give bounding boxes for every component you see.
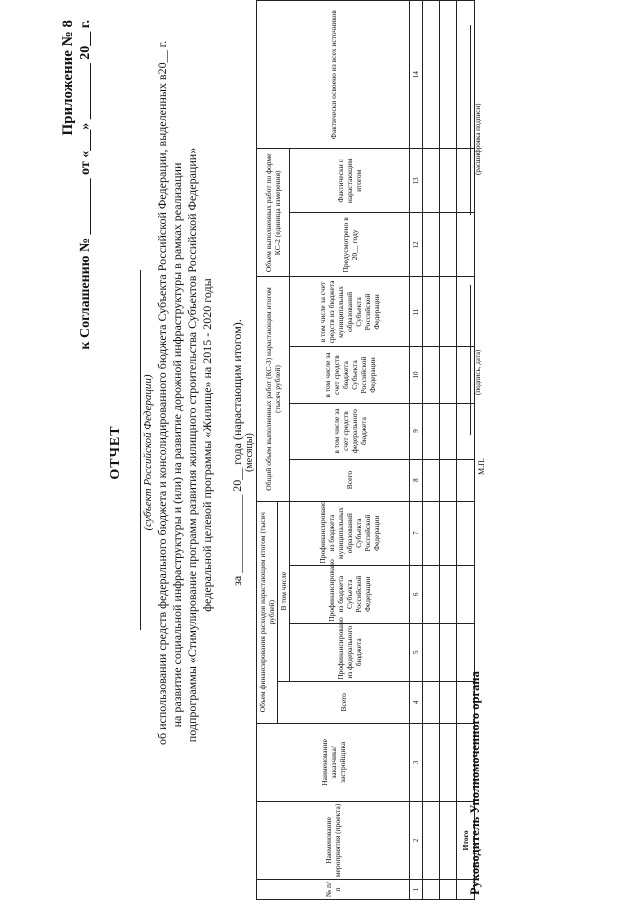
table-cell [457,501,475,565]
table-cell [423,213,440,277]
table-cell [457,149,475,213]
table-cell [423,403,440,459]
table-cell [423,565,440,623]
header-financing-regional: Профинансировано из бюджета Субъекта Российской Федерации [290,565,410,623]
table-cell [423,879,440,899]
table-cell [423,347,440,403]
decode-line [470,25,471,215]
table-cell [423,723,440,801]
table-cell [440,623,457,681]
table-cell [457,565,475,623]
header-ks2-group: Объем выполненных работ по форме КС-2 (единица измерения) [257,149,290,277]
decode-caption: (расшифровка подписи) [474,103,482,175]
column-number: 4 [410,681,423,723]
table-cell [423,1,440,149]
header-ks2-planned: Предусмотрено в 20__ году [290,213,410,277]
header-financing-group: Объем финансирования расходов нарастающим итогом (тысяч рублей) [257,501,278,723]
description-line: подпрограммы «Стимулирование программ развития жилищного строительства Субъектов Российской Федерации» [185,147,199,743]
header-financing-total: Всего [278,681,410,723]
table-cell [457,459,475,501]
table-cell [440,801,457,879]
header-works-regional: в том числе за счет средств бюджета Субъекта Российской Федерации [290,347,410,403]
header-mastered: Фактически освоено из всех источников [257,1,410,149]
subject-label: (субъект Российской Федерации) [142,374,154,531]
description-line: об использовании средств федерального бюджета и консолидированного бюджета Субъекта Российской Федерации, выделенных в20__ г. [155,40,169,745]
header-works-municipal: в том числе за счет средств из бюджета муниципальных образований Субъекта Российской Федерации [290,277,410,347]
column-numbers-row [410,1,423,900]
header-row [257,1,278,900]
description-line: федеральной целевой программы «Жилище» на 2015 - 2020 годы [200,278,214,612]
table-cell [440,681,457,723]
header-financing-federal: Профинансировано из федерального бюджета [290,623,410,681]
table-cell [440,403,457,459]
table-cell [457,277,475,347]
table-cell [423,681,440,723]
column-number: 8 [410,459,423,501]
table-cell [440,501,457,565]
column-number: 5 [410,623,423,681]
table-cell [440,277,457,347]
column-number: 13 [410,149,423,213]
header-works-total: Всего [290,459,410,501]
column-number: 9 [410,403,423,459]
column-number: 3 [410,723,423,801]
column-number: 14 [410,1,423,149]
table-cell [440,879,457,899]
header-event: Наименование мероприятия (проекта) [257,801,410,879]
table-cell [457,403,475,459]
table-cell [457,347,475,403]
signature-line [470,285,471,435]
total-label: Итого [457,801,475,879]
header-ks2-actual: Фактически с нарастающим итогом [290,149,410,213]
period-label: (месяцы) [244,433,255,472]
header-financing-incl: В том числе [278,501,290,681]
report-description [155,40,215,745]
document-title: ОТЧЕТ [108,425,123,480]
table-row [423,1,440,900]
column-number: 12 [410,213,423,277]
table-cell [423,459,440,501]
table-cell [440,459,457,501]
column-number: 6 [410,565,423,623]
table-cell [457,1,475,149]
column-number: 1 [410,879,423,899]
agreement-reference: к Соглашению № ________ от «___» ________ 20__ г. [78,20,93,350]
table-row [440,1,457,900]
column-number: 10 [410,347,423,403]
seal-placeholder: М.П. [477,458,486,475]
header-number: № п/п [257,879,410,899]
table-cell [440,347,457,403]
table-cell [440,565,457,623]
table-cell [457,213,475,277]
header-financing-municipal: Профинансировано из бюджета муниципальных образований Субъекта Российской Федерации [290,501,410,565]
table-cell [440,213,457,277]
header-works-federal: в том числе за счет средств федерального бюджета [290,403,410,459]
subject-fill-line [140,270,141,630]
table-cell [423,501,440,565]
table-cell [423,801,440,879]
header-works-group: Общий объем выполненных работ (КС-3) нарастающим итогом (тысяч рублей) [257,277,290,501]
column-number: 7 [410,501,423,565]
table-cell [423,623,440,681]
header-customer: Наименование заказчика/ застройщика [257,723,410,801]
table-cell [440,149,457,213]
table-cell [440,1,457,149]
signature-caption: (подпись, дата) [474,349,482,395]
table-cell [423,149,440,213]
report-table [256,0,475,900]
annex-label: Приложение № 8 [60,20,76,136]
table-cell [423,277,440,347]
head-signature-label: Руководитель Уполномоченного органа [468,671,482,895]
table-cell [440,723,457,801]
report-period: за _____________ 20__ года (нарастающим итогом). [230,319,244,586]
column-number: 11 [410,277,423,347]
description-line: на развитие социальной инфраструктуры и (или) на развитие дорожной инфраструктуры в рамках реализации [170,162,184,728]
column-number: 2 [410,801,423,879]
